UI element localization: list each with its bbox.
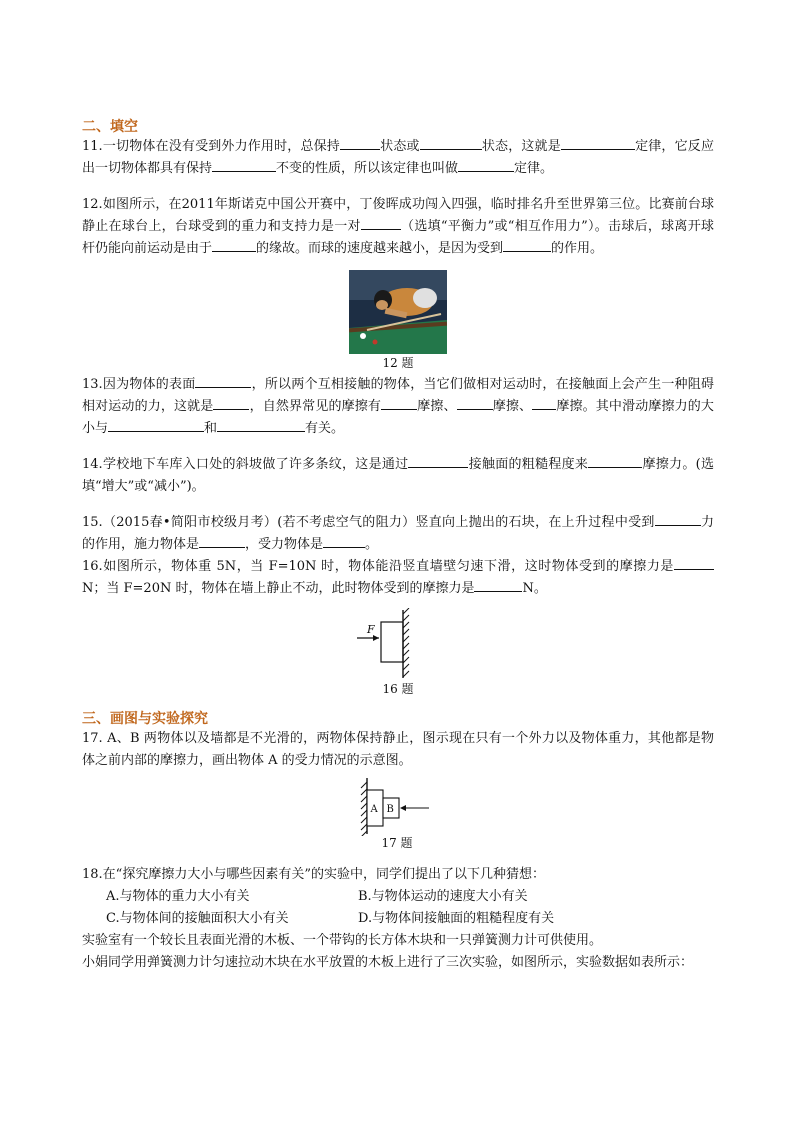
q13-blank-4[interactable]	[457, 396, 493, 410]
two-block-wall-diagram	[343, 776, 453, 836]
q16-text-1: 16.如图所示，物体重 5N，当 F=10N 时，物体能沿竖直墙壁匀速下滑，这时物体受到的摩擦力是	[82, 559, 674, 574]
q13-text-1: 13.因为物体的表面	[82, 377, 196, 392]
q16-blank-2[interactable]	[474, 578, 522, 592]
question-18-options-row-1	[82, 886, 714, 908]
question-17: 17. A、B 两物体以及墙都是不光滑的，两物体保持静止，图示现在只有一个外力以及物体重力，其他都是物体之前内部的摩擦力，画出物体 A 的受力情况的示意图。	[82, 731, 714, 768]
q13-text-7: 和	[204, 421, 218, 436]
q15-blank-1[interactable]	[655, 512, 701, 526]
q15-text-2: 力的作用，施力物体是	[82, 515, 714, 552]
question-15	[82, 512, 714, 556]
block-b-label: B	[386, 804, 394, 815]
q11-text-5: 不变的性质，所以该定律也叫做	[276, 161, 459, 176]
q13-blank-6[interactable]	[108, 418, 204, 432]
q11-text-3: 状态，这就是	[481, 139, 561, 154]
question-16	[82, 556, 714, 600]
figure-17-caption: 17 题	[381, 836, 413, 850]
q15-text-1: 15.（2015春•简阳市校级月考）(若不考虑空气的阻力）竖直向上抛出的石块，在上升过程中受到	[82, 515, 655, 530]
q13-blank-7[interactable]	[217, 418, 305, 432]
block-a-label: A	[370, 804, 378, 815]
q15-blank-2[interactable]	[199, 534, 245, 548]
q18-option-d: D.与物体间接触面的粗糙程度有关	[358, 911, 555, 926]
question-18-procedure: 小娟同学用弹簧测力计匀速拉动木块在水平放置的木板上进行了三次实验，如图所示，实验数据如表所示：	[82, 955, 694, 970]
worksheet-page	[82, 118, 714, 974]
q14-text-1: 14.学校地下车库入口处的斜坡做了许多条纹，这是通过	[82, 457, 409, 472]
q13-blank-3[interactable]	[381, 396, 417, 410]
q11-blank-2[interactable]	[420, 136, 482, 150]
question-12	[82, 194, 714, 260]
q12-blank-2[interactable]	[212, 238, 256, 252]
question-14	[82, 454, 714, 498]
q13-blank-5[interactable]	[532, 396, 556, 410]
q15-text-4: 。	[365, 537, 379, 552]
figure-12-caption: 12 题	[382, 356, 414, 370]
q13-blank-2[interactable]	[213, 396, 249, 410]
q11-text-1: 11.一切物体在没有受到外力作用时，总保持	[82, 139, 340, 154]
q11-blank-5[interactable]	[458, 158, 514, 172]
q12-text-3: 的缘故。而球的速度越来越小，是因为受到	[256, 241, 504, 256]
section-fill-blank-heading: 二、填空	[82, 119, 138, 135]
q15-text-3: ，受力物体是	[245, 537, 324, 552]
q13-text-3: ，自然界常见的摩擦有	[249, 399, 382, 414]
block	[381, 622, 403, 662]
q13-text-4: 摩擦、	[417, 399, 457, 414]
q12-text-2: （选填“平衡力”或“相互作用力”）。击球后，球离开球杆仍能向前运动是由于	[82, 219, 714, 256]
q11-blank-4[interactable]	[212, 158, 276, 172]
q16-text-3: N。	[522, 581, 547, 596]
q11-text-4: 定律，它反应出一切物体都具有保持	[82, 139, 714, 176]
q12-text-4: 的作用。	[551, 241, 604, 256]
q13-blank-1[interactable]	[195, 374, 251, 388]
q16-blank-1[interactable]	[674, 556, 714, 570]
q11-text-6: 定律。	[514, 161, 554, 176]
q18-option-a: A.与物体的重力大小有关	[106, 889, 250, 904]
q14-blank-1[interactable]	[408, 454, 468, 468]
q12-blank-3[interactable]	[503, 238, 551, 252]
wall-hatching	[403, 608, 409, 677]
q13-text-5: 摩擦、	[492, 399, 533, 414]
figure-16-caption: 16 题	[382, 682, 414, 696]
q11-text-2: 状态或	[379, 139, 420, 154]
q13-text-8: 有关。	[305, 421, 345, 436]
q12-blank-1[interactable]	[361, 216, 401, 230]
question-18-equipment: 实验室有一个较长且表面光滑的木板、一个带钩的长方体木块和一只弹簧测力计可供使用。	[82, 933, 603, 948]
q13-text-6: 摩擦。其中滑动摩擦力的大小与	[82, 399, 714, 436]
q11-blank-3[interactable]	[561, 136, 635, 150]
snooker-player-photo	[349, 270, 447, 354]
q15-blank-3[interactable]	[323, 534, 365, 548]
force-f-label: F	[367, 623, 375, 636]
q18-option-b: B.与物体运动的速度大小有关	[358, 889, 528, 904]
q14-text-2: 接触面的粗糙程度来	[468, 457, 589, 472]
q16-text-2: N；当 F=20N 时，物体在墙上静止不动，此时物体受到的摩擦力是	[82, 581, 475, 596]
question-18-options-row-2	[82, 908, 714, 930]
wall-hatching	[361, 782, 367, 836]
q12-text-1: 12.如图所示，在2011年斯诺克中国公开赛中，丁俊晖成功闯入四强，临时排名升至世界第三位。比赛前台球静止在球台上，台球受到的重力和支持力是一对	[82, 197, 714, 234]
q18-option-c: C.与物体间的接触面积大小有关	[106, 911, 289, 926]
question-13	[82, 374, 714, 440]
section-drawing-experiment-heading: 三、画图与实验探究	[82, 711, 208, 727]
wall-block-force-diagram	[353, 608, 443, 680]
q14-text-3: 摩擦力。(选填“增大”或“减小”)。	[82, 457, 714, 494]
q11-blank-1[interactable]	[340, 136, 380, 150]
q14-blank-2[interactable]	[588, 454, 642, 468]
q13-text-2: ，所以两个互相接触的物体，当它们做相对运动时，在接触面上会产生一种阻碍相对运动的力，这就是	[82, 377, 714, 414]
question-18-stem: 18.在“探究摩擦力大小与哪些因素有关”的实验中，同学们提出了以下几种猜想：	[82, 867, 545, 882]
question-11	[82, 136, 714, 180]
